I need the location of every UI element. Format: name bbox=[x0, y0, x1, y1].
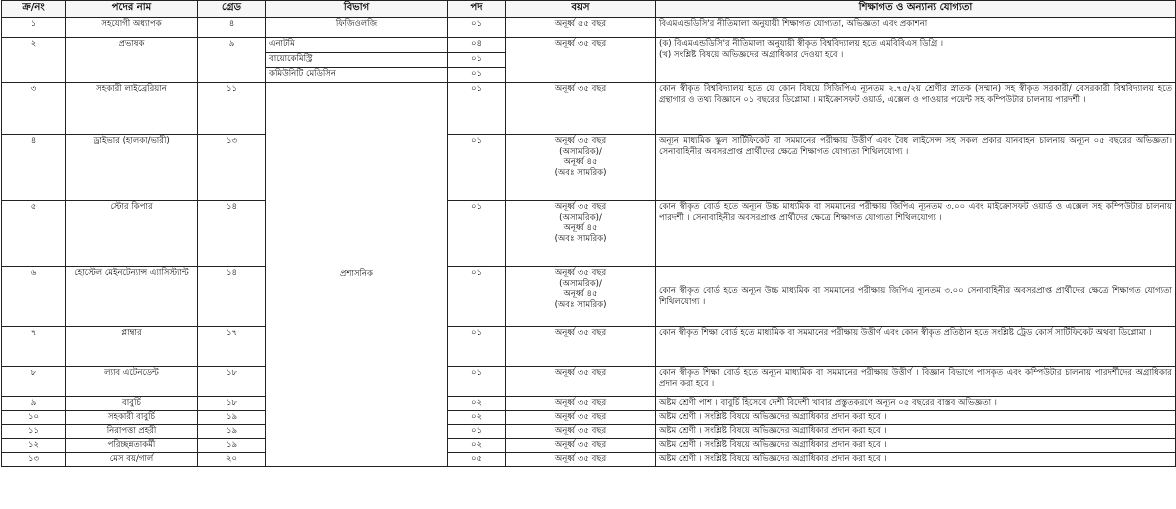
serial-cell: ১১ bbox=[2, 425, 66, 439]
qualification-cell bbox=[656, 439, 1176, 453]
table-row bbox=[2, 439, 1176, 453]
department-cell: এনাটমি bbox=[266, 38, 448, 53]
posts-cell: ০১ bbox=[448, 68, 506, 83]
qualification-cell bbox=[656, 38, 1176, 83]
age-line: (অসামরিক)/ bbox=[559, 278, 602, 289]
age-cell bbox=[506, 38, 656, 83]
age-line: অনূর্ধ্ব ৫৫ বছর bbox=[554, 19, 607, 29]
qualification-cell bbox=[656, 453, 1176, 467]
qualification-cell bbox=[656, 83, 1176, 135]
posts-cell: ০১ bbox=[448, 83, 506, 135]
age-cell bbox=[506, 439, 656, 453]
serial-cell: ১২ bbox=[2, 439, 66, 453]
serial-cell: ৫ bbox=[2, 201, 66, 267]
qualification-cell bbox=[656, 18, 1176, 38]
qualification-line: অষ্টম শ্রেণী । সংশ্লিষ্ট বিষয়ে অভিজ্ঞদের অগ্রাধিকার প্রদান করা হবে । bbox=[659, 412, 887, 422]
grade-cell: ৯ bbox=[198, 38, 266, 83]
post-name-cell: ল্যাব এটেনডেন্ট bbox=[66, 367, 198, 397]
age-line: অনূর্ধ্ব ৩৫ বছর bbox=[554, 440, 607, 450]
post-name-cell: স্টোর কিপার bbox=[66, 201, 198, 267]
table-row bbox=[2, 38, 1176, 53]
header-qualification: শিক্ষাগত ও অন্যান্য যোগ্যতা bbox=[656, 1, 1176, 18]
recruitment-table bbox=[1, 0, 1176, 467]
qualification-line: অষ্টম শ্রেণী পাশ । বাবুর্চি হিসেবে দেশী বিদেশী খাবার প্রস্তুতকরণে অন্যূন ০৫ বছরের বাস্তব অভিজ্ঞতা । bbox=[659, 398, 997, 408]
qualification-cell bbox=[656, 201, 1176, 267]
age-cell bbox=[506, 453, 656, 467]
qualification-line: কোন স্বীকৃত শিক্ষা বোর্ড হতে অন্যূন মাধ্যমিক বা সমমানের পরীক্ষায় উত্তীর্ণ । বিজ্ঞান বিভাগে পাসকৃত এবং কম্পিউটার চালনায় পারদর্শীদের অগ্রাধিকার প্রদান করা হবে । bbox=[659, 368, 1172, 389]
shared-department-cell: প্রশাসনিক bbox=[266, 83, 448, 467]
header-age: বয়স bbox=[506, 1, 656, 18]
department-cell: কমিউনিটি মেডিসিন bbox=[266, 68, 448, 83]
age-cell bbox=[506, 327, 656, 367]
table-row bbox=[2, 397, 1176, 411]
age-line: অনূর্ধ্ব ৩৫ বছর bbox=[554, 268, 607, 278]
age-cell bbox=[506, 135, 656, 201]
serial-cell: ৩ bbox=[2, 83, 66, 135]
age-line: অনূর্ধ্ব ৩৫ বছর bbox=[554, 398, 607, 408]
post-name-cell: সহকারী লাইব্রেরিয়ান bbox=[66, 83, 198, 135]
posts-cell: ০২ bbox=[448, 411, 506, 425]
age-line: অনূর্ধ্ব ৩৫ বছর bbox=[554, 426, 607, 436]
age-cell bbox=[506, 397, 656, 411]
table-row bbox=[2, 367, 1176, 397]
posts-cell: ০২ bbox=[448, 439, 506, 453]
age-line: অনূর্ধ্ব ৩৫ বছর bbox=[554, 454, 607, 464]
posts-cell: ০২ bbox=[448, 397, 506, 411]
grade-cell: ২০ bbox=[198, 453, 266, 467]
age-line: অনূর্ধ্ব ৩৫ বছর bbox=[554, 202, 607, 212]
grade-cell: ১৩ bbox=[198, 135, 266, 201]
age-line: অনূর্ধ্ব ৩৫ বছর bbox=[554, 39, 607, 49]
age-cell bbox=[506, 18, 656, 38]
grade-cell: ১৪ bbox=[198, 267, 266, 327]
table-row bbox=[2, 453, 1176, 467]
posts-cell: ০১ bbox=[448, 267, 506, 327]
grade-cell: ১১ bbox=[198, 83, 266, 135]
serial-cell: ১৩ bbox=[2, 453, 66, 467]
header-row bbox=[2, 1, 1176, 18]
qualification-cell bbox=[656, 327, 1176, 367]
qualification-line: কোন স্বীকৃত বোর্ড হতে অন্যূন উচ্চ মাধ্যমিক বা সমমানের পরীক্ষায় জিপিএ ন্যূনতম ৩.০০ এবং মাইক্রোসফট ওয়ার্ড ও এক্সেল সহ কম্পিউটার চালনায় পারদর্শী । সেনাবাহিনীর অবসরপ্রাপ্ত প্রার্থীদের ক্ষেত্রে শিক্ষাগত যোগ্যতা শিথিলযোগ্য । bbox=[659, 202, 1172, 223]
qualification-line: অষ্টম শ্রেণী । সংশ্লিষ্ট বিষয়ে অভিজ্ঞদের অগ্রাধিকার প্রদান করা হবে । bbox=[659, 454, 887, 464]
age-line: অনূর্ধ্ব ৪৫ bbox=[563, 289, 598, 300]
serial-cell: ৯ bbox=[2, 397, 66, 411]
qualification-line: (খ) সংশ্লিষ্ট বিষয়ে অভিজ্ঞদের অগ্রাধিকার দেওয়া হবে । bbox=[659, 49, 844, 60]
serial-cell: ১০ bbox=[2, 411, 66, 425]
age-cell bbox=[506, 201, 656, 267]
age-line: (অবঃ সামরিক) bbox=[554, 299, 607, 310]
age-line: (অবঃ সামরিক) bbox=[554, 233, 607, 244]
table-row bbox=[2, 267, 1176, 327]
header-posts: পদ bbox=[448, 1, 506, 18]
age-cell bbox=[506, 411, 656, 425]
posts-cell: ০১ bbox=[448, 327, 506, 367]
table-row bbox=[2, 201, 1176, 267]
serial-cell: ২ bbox=[2, 38, 66, 83]
posts-cell: ০৪ bbox=[448, 38, 506, 53]
age-line: অনূর্ধ্ব ৩৫ বছর bbox=[554, 328, 607, 338]
grade-cell: ১৮ bbox=[198, 367, 266, 397]
department-cell: ফিজিওলজি bbox=[266, 18, 448, 38]
qualification-cell bbox=[656, 367, 1176, 397]
table-row bbox=[2, 327, 1176, 367]
header-grade: গ্রেড bbox=[198, 1, 266, 18]
post-name-cell: হোস্টেল মেইনটেন্যান্স এ্যাসিস্ট্যান্ট bbox=[66, 267, 198, 327]
post-name-cell: ড্রাইভার (হালকা/ভারী) bbox=[66, 135, 198, 201]
serial-cell: ৮ bbox=[2, 367, 66, 397]
grade-cell: ১৯ bbox=[198, 411, 266, 425]
grade-cell: ১৪ bbox=[198, 201, 266, 267]
serial-cell: ৪ bbox=[2, 135, 66, 201]
qualification-line: অষ্টম শ্রেণী । সংশ্লিষ্ট বিষয়ে অভিজ্ঞদের অগ্রাধিকার প্রদান করা হবে । bbox=[659, 440, 887, 450]
post-name-cell: সহযোগী অধ্যাপক bbox=[66, 18, 198, 38]
qualification-cell bbox=[656, 135, 1176, 201]
posts-cell: ০১ bbox=[448, 201, 506, 267]
table-row bbox=[2, 411, 1176, 425]
grade-cell: ৪ bbox=[198, 18, 266, 38]
post-name-cell: নিরাপত্তা প্রহরী bbox=[66, 425, 198, 439]
qualification-line: অষ্টম শ্রেণী । সংশ্লিষ্ট বিষয়ে অভিজ্ঞদের অগ্রাধিকার প্রদান করা হবে । bbox=[659, 426, 887, 436]
qualification-line: অন্যূন মাধ্যমিক স্কুল সার্টিফিকেট বা সমমানের পরীক্ষায় উত্তীর্ণ এবং বৈধ লাইসেন্স সহ সকল প্রকার যানবাহন চালনায় অন্যূন ০৫ বছরের অভিজ্ঞতা। সেনাবাহিনীর অবসরপ্রাপ্ত প্রার্থীদের ক্ষেত্রে শিক্ষাগত যোগ্যতা শিথিলযোগ্য । bbox=[659, 136, 1172, 157]
qualification-line: কোন স্বীকৃত বিশ্ববিদ্যালয় হতে যে কোন বিষয়ে সিজিপিএ ন্যূনতম ২.৭৫/২য় শ্রেণীর স্নাতক (সম্মান) সহ স্বীকৃত সরকারী/ বেসরকারী বিশ্ববিদ্যালয় হতে গ্রন্থাগার ও তথ্য বিজ্ঞানে ০১ বছরের ডিপ্লোমা । মাইক্রোসফট ওয়ার্ড, এক্সেল ও পাওয়ার পয়েন্ট সহ কম্পিউটার চালনায় পারদর্শী । bbox=[659, 84, 1172, 105]
qualification-line: কোন স্বীকৃত বোর্ড হতে অন্যূন উচ্চ মাধ্যমিক বা সমমানের পরীক্ষায় জিপিএ ন্যূনতম ৩.০০ সেনাবাহিনীর অবসরপ্রাপ্ত প্রার্থীদের ক্ষেত্রে শিক্ষাগত যোগ্যতা শিথিলযোগ্য । bbox=[659, 285, 1172, 307]
age-line: অনূর্ধ্ব ৩৫ বছর bbox=[554, 84, 607, 94]
qualification-cell bbox=[656, 411, 1176, 425]
header-serial: ক্র/নং bbox=[2, 1, 66, 18]
posts-cell: ০১ bbox=[448, 425, 506, 439]
age-line: (অসামরিক)/ bbox=[559, 146, 602, 157]
serial-cell: ১ bbox=[2, 18, 66, 38]
posts-cell: ০১ bbox=[448, 367, 506, 397]
post-name-cell: সহকারী বাবুর্চি bbox=[66, 411, 198, 425]
header-department: বিভাগ bbox=[266, 1, 448, 18]
age-line: (অসামরিক)/ bbox=[559, 212, 602, 223]
posts-cell: ০১ bbox=[448, 18, 506, 38]
grade-cell: ১৯ bbox=[198, 439, 266, 453]
post-name-cell: মেস বয়/গার্ল bbox=[66, 453, 198, 467]
table-row bbox=[2, 18, 1176, 38]
age-cell bbox=[506, 267, 656, 327]
qualification-line: বিএমএন্ডডিসি'র নীতিমালা অনুযায়ী শিক্ষাগত যোগ্যতা, অভিজ্ঞতা এবং প্রকাশনা bbox=[659, 19, 928, 29]
table-row bbox=[2, 83, 1176, 135]
header-post-name: পদের নাম bbox=[66, 1, 198, 18]
posts-cell: ০১ bbox=[448, 53, 506, 68]
grade-cell: ১৭ bbox=[198, 327, 266, 367]
post-name-cell: প্রভাষক bbox=[66, 38, 198, 83]
grade-cell: ১৮ bbox=[198, 397, 266, 411]
age-cell bbox=[506, 83, 656, 135]
age-line: (অবঃ সামরিক) bbox=[554, 167, 607, 178]
age-line: অনূর্ধ্ব ৩৫ বছর bbox=[554, 368, 607, 378]
qualification-cell bbox=[656, 397, 1176, 411]
qualification-cell bbox=[656, 425, 1176, 439]
age-cell bbox=[506, 367, 656, 397]
grade-cell: ১৯ bbox=[198, 425, 266, 439]
department-cell: বায়োকেমিস্ট্রি bbox=[266, 53, 448, 68]
age-line: অনূর্ধ্ব ৪৫ bbox=[563, 157, 598, 168]
post-name-cell: বাবুর্চি bbox=[66, 397, 198, 411]
age-cell bbox=[506, 425, 656, 439]
qualification-line: কোন স্বীকৃত শিক্ষা বোর্ড হতে মাধ্যমিক বা সমমানের পরীক্ষায় উত্তীর্ণ এবং কোন স্বীকৃত প্রতিষ্ঠান হতে সংশ্লিষ্ট ট্রেড কোর্স সার্টিফিকেট অথবা ডিপ্লোমা । bbox=[659, 328, 1152, 338]
post-name-cell: প্লাম্বার bbox=[66, 327, 198, 367]
age-line: অনূর্ধ্ব ৪৫ bbox=[563, 223, 598, 234]
serial-cell: ৬ bbox=[2, 267, 66, 327]
post-name-cell: পরিচ্ছন্নতাকর্মী bbox=[66, 439, 198, 453]
age-line: অনূর্ধ্ব ৩৫ বছর bbox=[554, 412, 607, 422]
age-line: অনূর্ধ্ব ৩৫ বছর bbox=[554, 136, 607, 146]
table-row bbox=[2, 135, 1176, 201]
qualification-cell bbox=[656, 267, 1176, 327]
posts-cell: ০১ bbox=[448, 135, 506, 201]
posts-cell: ০৫ bbox=[448, 453, 506, 467]
qualification-line: (ক) বিএমএন্ডডিসি'র নীতিমালা অনুযায়ী স্বীকৃত বিশ্ববিদ্যালয় হতে এমবিবিএস ডিগ্রি । bbox=[659, 39, 943, 49]
serial-cell: ৭ bbox=[2, 327, 66, 367]
table-row bbox=[2, 425, 1176, 439]
